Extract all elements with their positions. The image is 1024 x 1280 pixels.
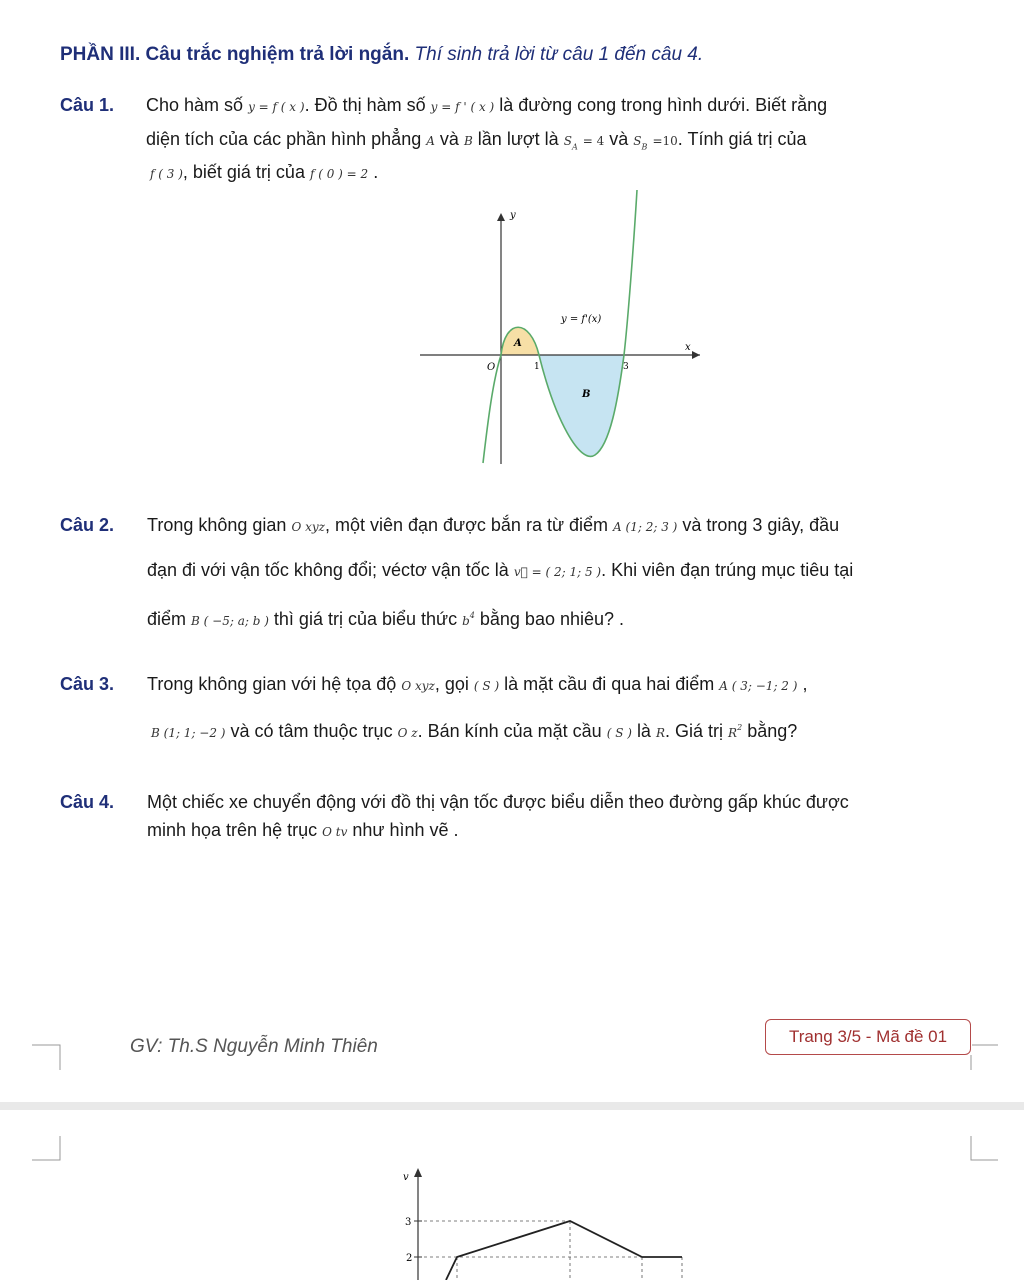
q1-math: =10: [652, 134, 678, 148]
q3-text: , gọi: [434, 674, 469, 694]
q3-text: là: [636, 721, 651, 741]
q1-math: A: [426, 134, 435, 148]
q2-text: điểm: [147, 609, 187, 629]
footer-author: GV: Th.S Nguyễn Minh Thiên: [130, 1036, 378, 1057]
x-axis-label: x: [685, 342, 691, 353]
q3-math: ( S ): [606, 726, 632, 740]
q2-text: bằng bao nhiêu? .: [479, 609, 625, 629]
curve-label: y = f'(x): [561, 314, 602, 325]
region-a-label: A: [514, 338, 522, 349]
q1-math: S: [563, 134, 572, 148]
q1-text: Cho hàm số: [146, 95, 244, 115]
part-instruction: Thí sinh trả lời từ câu 1 đến câu 4.: [414, 44, 704, 65]
q1-math-sub: B: [641, 142, 648, 152]
q3-math-sup: 2: [737, 723, 743, 732]
q1-math: S: [633, 134, 642, 148]
y-axis-label: y: [510, 210, 516, 221]
q2-label: Câu 2.: [60, 515, 115, 535]
part-title: PHẦN III. Câu trắc nghiệm trả lời ngắn.: [60, 44, 410, 65]
q2-math-sup: 4: [469, 611, 475, 620]
q3-text: bằng?: [747, 721, 798, 741]
q1-math: y = f ( x ): [248, 100, 305, 114]
q1-text: là đường cong trong hình dưới. Biết rằng: [499, 95, 828, 115]
q2-text: , một viên đạn được bắn ra từ điểm: [324, 515, 609, 535]
q3-text: là mặt cầu đi qua hai điểm: [504, 674, 715, 694]
q1-text: . Tính giá trị của: [677, 129, 807, 149]
footer-page-number: Trang 3/5 - Mã đề 01: [765, 1019, 971, 1055]
q3-text: và có tâm thuộc trục: [230, 721, 393, 741]
q4-text: Một chiếc xe chuyển động với đồ thị vận tốc được biểu diễn theo đường gấp khúc được: [147, 792, 849, 812]
q3-text: ,: [802, 674, 808, 694]
q2-math: B ( −5; a; b ): [191, 614, 269, 628]
q1-math: f ( 3 ): [150, 167, 183, 181]
q3-text: Trong không gian với hệ tọa độ: [147, 674, 397, 694]
q1-math: = 4: [582, 134, 605, 148]
q1-text: lần lượt là: [477, 129, 559, 149]
q1-label: Câu 1.: [60, 95, 115, 115]
q1-text: , biết giá trị của: [182, 162, 305, 182]
q1-text: và: [439, 129, 459, 149]
q3-math: O xyz: [401, 679, 435, 693]
v-axis-label: v: [403, 1172, 409, 1183]
q3-math: R: [728, 726, 738, 740]
q4-math: O tv: [322, 825, 348, 839]
q3-math: R: [655, 726, 666, 740]
q4-text: minh họa trên hệ trục: [147, 820, 318, 840]
q2-math: v⃗ = ( 2; 1; 5 ): [513, 565, 602, 579]
q3-text: . Giá trị: [665, 721, 724, 741]
v-axis-arrow: [414, 1168, 422, 1177]
q1-math: B: [463, 134, 473, 148]
q2-math: A (1; 2; 3 ): [613, 520, 678, 534]
q1-text: .: [373, 162, 379, 182]
q3-math: O z: [397, 726, 418, 740]
q2-math: O xyz: [291, 520, 325, 534]
q2-text: đạn đi với vận tốc không đổi; véctơ vận tốc là: [147, 560, 509, 580]
q3-text: . Bán kính của mặt cầu: [417, 721, 602, 741]
q2-text: . Khi viên đạn trúng mục tiêu tại: [601, 560, 854, 580]
v-tick-label-3: 3: [405, 1217, 412, 1228]
q4-label: Câu 4.: [60, 792, 115, 812]
q1-text: . Đồ thị hàm số: [304, 95, 426, 115]
region-b-label: B: [582, 389, 591, 400]
q1-math: y = f ' ( x ): [430, 100, 495, 114]
q2-text: thì giá trị của biểu thức: [273, 609, 458, 629]
velocity-polyline: [446, 1221, 682, 1280]
q1-text: và: [609, 129, 629, 149]
q3-math: A ( 3; −1; 2 ): [719, 679, 798, 693]
q4-text: như hình vẽ .: [352, 820, 459, 840]
q2-text: và trong 3 giây, đầu: [682, 515, 840, 535]
v-tick-label-2: 2: [406, 1253, 413, 1264]
q1-math: f ( 0 ) = 2: [309, 167, 369, 181]
tick-label-1: 1: [534, 362, 540, 372]
origin-label: O: [487, 362, 496, 373]
q1-text: diện tích của các phần hình phẳng: [146, 129, 422, 149]
q3-math: B (1; 1; −2 ): [151, 726, 226, 740]
q3-math: ( S ): [473, 679, 500, 693]
tick-label-3: 3: [623, 362, 629, 372]
q3-label: Câu 3.: [60, 674, 115, 694]
q2-text: Trong không gian: [147, 515, 287, 535]
q2-math: b: [462, 614, 470, 628]
q1-math-sub: A: [571, 142, 578, 152]
